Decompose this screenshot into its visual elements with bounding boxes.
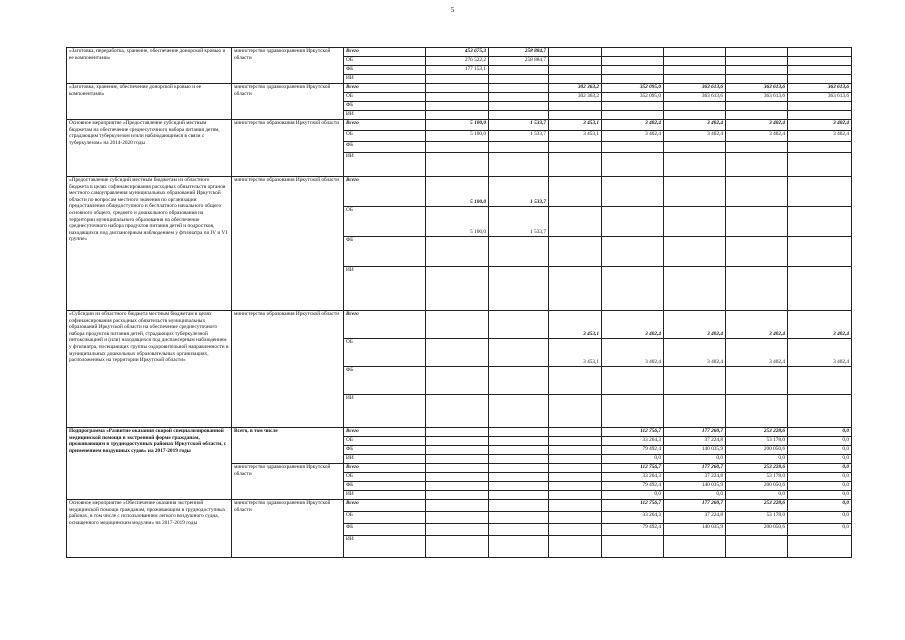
amount-cell: 1 533,7	[489, 177, 549, 207]
amount-cell: 363 613,6	[726, 93, 788, 102]
amount-cell	[726, 48, 788, 57]
funding-source-cell: Всего	[344, 120, 426, 131]
funding-source-cell: ОБ	[344, 57, 426, 66]
amount-cell: 0,0	[726, 455, 788, 464]
amount-cell: 1 533,7	[489, 207, 549, 237]
amount-cell	[489, 102, 549, 111]
amount-cell	[726, 536, 788, 558]
amount-cell: 0,0	[788, 491, 852, 500]
amount-cell	[426, 512, 489, 524]
amount-cell	[726, 395, 788, 428]
amount-cell: 3 453,1	[549, 339, 602, 367]
measure-name-cell: Основное мероприятие «Обеспечение оказания экстренной медицинской помощи гражданам, проживающим в труднодоступных районах, в том числе с использованием легкого воздушного судна, оснащенного медицинским модулем» на 2017-2019 годы	[67, 500, 232, 558]
amount-cell	[664, 177, 726, 207]
table-row	[67, 120, 852, 131]
amount-cell: 33 264,3	[602, 437, 664, 446]
amount-cell	[489, 437, 549, 446]
amount-cell	[664, 57, 726, 66]
executor-cell: министерство здравоохранения Иркутской области	[232, 500, 344, 558]
funding-source-cell: Всего	[344, 177, 426, 207]
amount-cell: 3 402,4	[726, 339, 788, 367]
amount-cell: 363 613,6	[788, 93, 852, 102]
amount-cell: 253 228,6	[726, 464, 788, 473]
funding-source-cell: ОБ	[344, 437, 426, 446]
amount-cell	[426, 339, 489, 367]
funding-source-cell: Всего	[344, 428, 426, 437]
amount-cell	[426, 267, 489, 311]
amount-cell: 0,0	[788, 455, 852, 464]
measure-name-cell: Подпрограмма «Развитие оказания скорой специализированной медицинской помощи в экстренной форме гражданам, проживающим в труднодоступных районах Иркутской области, с применением воздушных судов» на 2017-2019 годы	[67, 428, 232, 500]
amount-cell	[664, 536, 726, 558]
amount-cell: 0,0	[726, 491, 788, 500]
amount-cell: 0,0	[788, 500, 852, 512]
amount-cell	[549, 66, 602, 75]
amount-cell	[426, 367, 489, 395]
amount-cell	[426, 524, 489, 536]
table-row	[67, 177, 852, 207]
amount-cell	[602, 177, 664, 207]
amount-cell: 363 613,6	[664, 93, 726, 102]
funding-source-cell: ОБ	[344, 207, 426, 237]
amount-cell: 0,0	[788, 473, 852, 482]
amount-cell	[788, 48, 852, 57]
amount-cell: 3 402,4	[788, 311, 852, 339]
amount-cell	[549, 437, 602, 446]
amount-cell	[549, 512, 602, 524]
amount-cell: 79 492,4	[602, 524, 664, 536]
executor-cell: министерство здравоохранения Иркутской области	[232, 84, 344, 120]
amount-cell: 0,0	[788, 428, 852, 437]
amount-cell	[549, 102, 602, 111]
amount-cell: 3 402,4	[602, 120, 664, 131]
amount-cell: 3 453,1	[549, 131, 602, 142]
amount-cell	[426, 153, 489, 177]
amount-cell	[788, 153, 852, 177]
amount-cell	[726, 177, 788, 207]
amount-cell: 200 050,6	[726, 482, 788, 491]
amount-cell	[602, 153, 664, 177]
amount-cell	[489, 153, 549, 177]
funding-source-cell: ФБ	[344, 367, 426, 395]
amount-cell: 33 264,3	[602, 473, 664, 482]
amount-cell: 3 402,4	[726, 311, 788, 339]
amount-cell	[489, 536, 549, 558]
amount-cell	[549, 500, 602, 512]
amount-cell: 53 178,0	[726, 512, 788, 524]
amount-cell	[602, 48, 664, 57]
funding-source-cell: ФБ	[344, 446, 426, 455]
funding-source-cell: Всего	[344, 48, 426, 57]
amount-cell	[426, 93, 489, 102]
table-row	[67, 84, 852, 93]
amount-cell: 3 402,4	[664, 339, 726, 367]
funding-source-cell: ИИ	[344, 267, 426, 311]
amount-cell	[489, 446, 549, 455]
amount-cell	[664, 66, 726, 75]
amount-cell: 1 533,7	[489, 131, 549, 142]
amount-cell: 258 884,7	[489, 57, 549, 66]
executor-cell: министерство образования Иркутской области	[232, 120, 344, 177]
amount-cell	[602, 111, 664, 120]
amount-cell: 363 613,6	[788, 84, 852, 93]
amount-cell: 37 224,8	[664, 473, 726, 482]
funding-source-cell: Всего	[344, 500, 426, 512]
amount-cell	[602, 207, 664, 237]
amount-cell: 0,0	[788, 464, 852, 473]
amount-cell	[788, 66, 852, 75]
amount-cell: 5 100,0	[426, 177, 489, 207]
amount-cell: 253 228,6	[726, 500, 788, 512]
amount-cell: 33 264,3	[602, 512, 664, 524]
funding-source-cell: Всего	[344, 84, 426, 93]
amount-cell	[489, 473, 549, 482]
amount-cell	[549, 428, 602, 437]
amount-cell	[664, 207, 726, 237]
measure-name-cell: «Заготовка, хранение, обеспечение донорской кровью и ее компонентами»	[67, 84, 232, 120]
amount-cell	[549, 395, 602, 428]
amount-cell	[489, 395, 549, 428]
amount-cell	[788, 267, 852, 311]
amount-cell	[726, 57, 788, 66]
amount-cell	[426, 142, 489, 153]
amount-cell: 363 613,6	[664, 84, 726, 93]
amount-cell	[664, 367, 726, 395]
amount-cell	[788, 536, 852, 558]
funding-source-cell: ФБ	[344, 66, 426, 75]
amount-cell	[726, 66, 788, 75]
amount-cell: 53 178,0	[726, 473, 788, 482]
amount-cell: 276 522,2	[426, 57, 489, 66]
amount-cell: 112 756,7	[602, 464, 664, 473]
amount-cell	[489, 367, 549, 395]
amount-cell	[602, 395, 664, 428]
funding-source-cell: ИИ	[344, 153, 426, 177]
table-row	[67, 428, 852, 437]
amount-cell: 258 884,7	[489, 48, 549, 57]
amount-cell	[726, 142, 788, 153]
amount-cell	[788, 177, 852, 207]
amount-cell	[602, 57, 664, 66]
amount-cell: 3 402,4	[602, 311, 664, 339]
amount-cell	[549, 482, 602, 491]
amount-cell: 3 402,4	[726, 120, 788, 131]
funding-source-cell: ИИ	[344, 395, 426, 428]
amount-cell	[426, 464, 489, 473]
amount-cell: 79 492,4	[602, 446, 664, 455]
measure-name-cell: «Субсидии из областного бюджета местным бюджетам в целях софинансирования расходных обязательств муниципальных образований Иркутской области на обеспечение среднесуточного набора продуктов питания детей, страдающих туберкулезной интоксикацией и (или) находящихся под диспансерным наблюдением у фтизиатра, посещающих группы оздоровительной направленности в муниципальных дошкольных образовательных организациях, расположенных на территории Иркутской области»	[67, 311, 232, 428]
amount-cell: 3 402,4	[726, 131, 788, 142]
funding-source-cell: ИИ	[344, 536, 426, 558]
amount-cell: 0,0	[788, 446, 852, 455]
amount-cell	[426, 437, 489, 446]
amount-cell: 3 453,1	[549, 120, 602, 131]
amount-cell	[489, 66, 549, 75]
amount-cell	[726, 267, 788, 311]
amount-cell	[664, 48, 726, 57]
table-row	[67, 311, 852, 339]
amount-cell	[549, 367, 602, 395]
amount-cell: 453 675,3	[426, 48, 489, 57]
amount-cell: 37 224,8	[664, 437, 726, 446]
funding-source-cell: ИИ	[344, 111, 426, 120]
funding-source-cell: ИИ	[344, 491, 426, 500]
amount-cell	[426, 102, 489, 111]
amount-cell	[788, 207, 852, 237]
amount-cell	[489, 267, 549, 311]
funding-source-cell: ФБ	[344, 524, 426, 536]
amount-cell	[426, 455, 489, 464]
amount-cell	[549, 177, 602, 207]
amount-cell	[726, 237, 788, 267]
amount-cell: 200 050,6	[726, 524, 788, 536]
amount-cell: 1 533,7	[489, 120, 549, 131]
amount-cell	[664, 111, 726, 120]
amount-cell	[549, 536, 602, 558]
executor-cell: министерство здравоохранения Иркутской области	[232, 48, 344, 84]
funding-source-cell: ФБ	[344, 237, 426, 267]
amount-cell: 0,0	[664, 491, 726, 500]
amount-cell	[489, 455, 549, 464]
amount-cell	[489, 500, 549, 512]
amount-cell	[726, 207, 788, 237]
page-number: 5	[450, 6, 455, 14]
amount-cell	[602, 536, 664, 558]
amount-cell	[549, 455, 602, 464]
amount-cell	[426, 84, 489, 93]
amount-cell	[726, 75, 788, 84]
amount-cell	[489, 142, 549, 153]
amount-cell	[549, 267, 602, 311]
amount-cell	[602, 102, 664, 111]
amount-cell	[489, 84, 549, 93]
measure-name-cell: «Заготовка, переработка, хранение, обеспечение донорской кровью и ее компонентами»	[67, 48, 232, 84]
amount-cell	[489, 428, 549, 437]
amount-cell: 3 402,4	[602, 131, 664, 142]
funding-source-cell: ОБ	[344, 339, 426, 367]
amount-cell: 0,0	[788, 437, 852, 446]
amount-cell	[664, 267, 726, 311]
funding-source-cell: ОБ	[344, 93, 426, 102]
funding-source-cell: ФБ	[344, 482, 426, 491]
amount-cell	[489, 482, 549, 491]
amount-cell	[664, 153, 726, 177]
amount-cell: 352 095,0	[602, 84, 664, 93]
amount-cell	[664, 102, 726, 111]
amount-cell: 253 228,6	[726, 428, 788, 437]
amount-cell	[788, 102, 852, 111]
amount-cell	[549, 153, 602, 177]
amount-cell: 5 100,0	[426, 120, 489, 131]
amount-cell: 177 260,7	[664, 428, 726, 437]
amount-cell	[664, 237, 726, 267]
amount-cell	[726, 102, 788, 111]
amount-cell: 140 035,9	[664, 524, 726, 536]
amount-cell: 3 402,4	[788, 131, 852, 142]
amount-cell	[726, 367, 788, 395]
amount-cell	[426, 75, 489, 84]
funding-source-cell: Всего	[344, 311, 426, 339]
amount-cell	[726, 153, 788, 177]
amount-cell: 3 402,4	[602, 339, 664, 367]
funding-source-cell: ОБ	[344, 473, 426, 482]
amount-cell	[549, 48, 602, 57]
amount-cell: 3 453,1	[549, 311, 602, 339]
amount-cell: 3 402,4	[664, 131, 726, 142]
amount-cell: 0,0	[788, 524, 852, 536]
amount-cell: 53 178,0	[726, 437, 788, 446]
amount-cell: 0,0	[602, 491, 664, 500]
amount-cell	[549, 57, 602, 66]
amount-cell	[602, 75, 664, 84]
amount-cell: 200 050,6	[726, 446, 788, 455]
amount-cell: 3 402,4	[788, 339, 852, 367]
table-row	[67, 48, 852, 57]
amount-cell	[426, 536, 489, 558]
amount-cell: 3 402,4	[664, 311, 726, 339]
table-row	[67, 500, 852, 512]
amount-cell	[489, 491, 549, 500]
amount-cell: 302 363,2	[549, 93, 602, 102]
amount-cell: 0,0	[664, 455, 726, 464]
amount-cell	[426, 311, 489, 339]
amount-cell: 79 492,4	[602, 482, 664, 491]
amount-cell	[489, 237, 549, 267]
amount-cell: 352 095,0	[602, 93, 664, 102]
amount-cell	[489, 93, 549, 102]
amount-cell	[602, 267, 664, 311]
amount-cell: 112 756,7	[602, 500, 664, 512]
budget-table	[66, 47, 852, 558]
amount-cell	[426, 473, 489, 482]
budget-table-body	[67, 48, 852, 558]
amount-cell	[788, 142, 852, 153]
amount-cell	[426, 428, 489, 437]
amount-cell: 0,0	[602, 455, 664, 464]
amount-cell	[664, 395, 726, 428]
amount-cell	[549, 237, 602, 267]
amount-cell	[489, 512, 549, 524]
amount-cell	[549, 524, 602, 536]
amount-cell: 5 100,0	[426, 207, 489, 237]
amount-cell	[549, 473, 602, 482]
amount-cell: 177 260,7	[664, 500, 726, 512]
amount-cell	[426, 500, 489, 512]
executor-cell: министерство образования Иркутской области	[232, 177, 344, 311]
amount-cell: 302 363,2	[549, 84, 602, 93]
amount-cell	[549, 491, 602, 500]
amount-cell: 0,0	[788, 512, 852, 524]
amount-cell	[489, 111, 549, 120]
amount-cell	[549, 75, 602, 84]
amount-cell	[602, 142, 664, 153]
amount-cell	[426, 111, 489, 120]
funding-source-cell: ФБ	[344, 142, 426, 153]
amount-cell: 5 100,0	[426, 131, 489, 142]
funding-source-cell: Всего	[344, 464, 426, 473]
amount-cell	[489, 311, 549, 339]
amount-cell: 112 756,7	[602, 428, 664, 437]
amount-cell	[549, 142, 602, 153]
amount-cell	[549, 464, 602, 473]
amount-cell	[788, 57, 852, 66]
amount-cell: 177 153,1	[426, 66, 489, 75]
amount-cell: 3 402,4	[788, 120, 852, 131]
amount-cell	[788, 75, 852, 84]
amount-cell	[426, 446, 489, 455]
amount-cell	[489, 75, 549, 84]
executor-cell: Всего, в том числе	[232, 428, 344, 464]
funding-source-cell: ИИ	[344, 75, 426, 84]
amount-cell: 0,0	[788, 482, 852, 491]
amount-cell	[602, 367, 664, 395]
amount-cell	[489, 524, 549, 536]
amount-cell	[664, 75, 726, 84]
amount-cell	[602, 66, 664, 75]
amount-cell	[549, 446, 602, 455]
amount-cell	[788, 237, 852, 267]
amount-cell: 177 260,7	[664, 464, 726, 473]
amount-cell	[426, 491, 489, 500]
amount-cell	[489, 464, 549, 473]
amount-cell: 3 402,4	[664, 120, 726, 131]
amount-cell: 140 035,9	[664, 446, 726, 455]
executor-cell: министерство образования Иркутской области	[232, 311, 344, 428]
amount-cell: 140 035,9	[664, 482, 726, 491]
amount-cell	[726, 111, 788, 120]
amount-cell	[788, 111, 852, 120]
amount-cell: 37 224,8	[664, 512, 726, 524]
amount-cell	[426, 482, 489, 491]
funding-source-cell: ОБ	[344, 131, 426, 142]
measure-name-cell: Основное мероприятие «Предоставление субсидий местным бюджетам на обеспечение среднесуточного набора питания детям, страдающим туберкулезом и/или наблюдающимся в связи с туберкулезом» на 2014-2020 годы	[67, 120, 232, 177]
amount-cell	[489, 339, 549, 367]
amount-cell	[426, 395, 489, 428]
amount-cell	[426, 237, 489, 267]
executor-cell: министерство здравоохранения Иркутской области	[232, 464, 344, 500]
amount-cell	[788, 395, 852, 428]
funding-source-cell: ОБ	[344, 512, 426, 524]
amount-cell	[602, 237, 664, 267]
measure-name-cell: «Предоставление субсидий местным бюджетам из областного бюджета в целях софинансирования расходных обязательств органов местного самоуправления муниципальных образований Иркутской области по вопросам местного значения по организации предоставления общедоступного и бесплатного начального общего основного общего, среднего и дошкольного образования на территории муниципального образования на обеспечение среднесуточного набора продуктов питания детей и подростков, находящихся под диспансерным наблюдением у фтизиатра по IV и VI группе»	[67, 177, 232, 311]
funding-source-cell: ИИ	[344, 455, 426, 464]
amount-cell: 363 613,6	[726, 84, 788, 93]
amount-cell	[664, 142, 726, 153]
amount-cell	[549, 111, 602, 120]
funding-source-cell: ФБ	[344, 102, 426, 111]
amount-cell	[549, 207, 602, 237]
amount-cell	[788, 367, 852, 395]
